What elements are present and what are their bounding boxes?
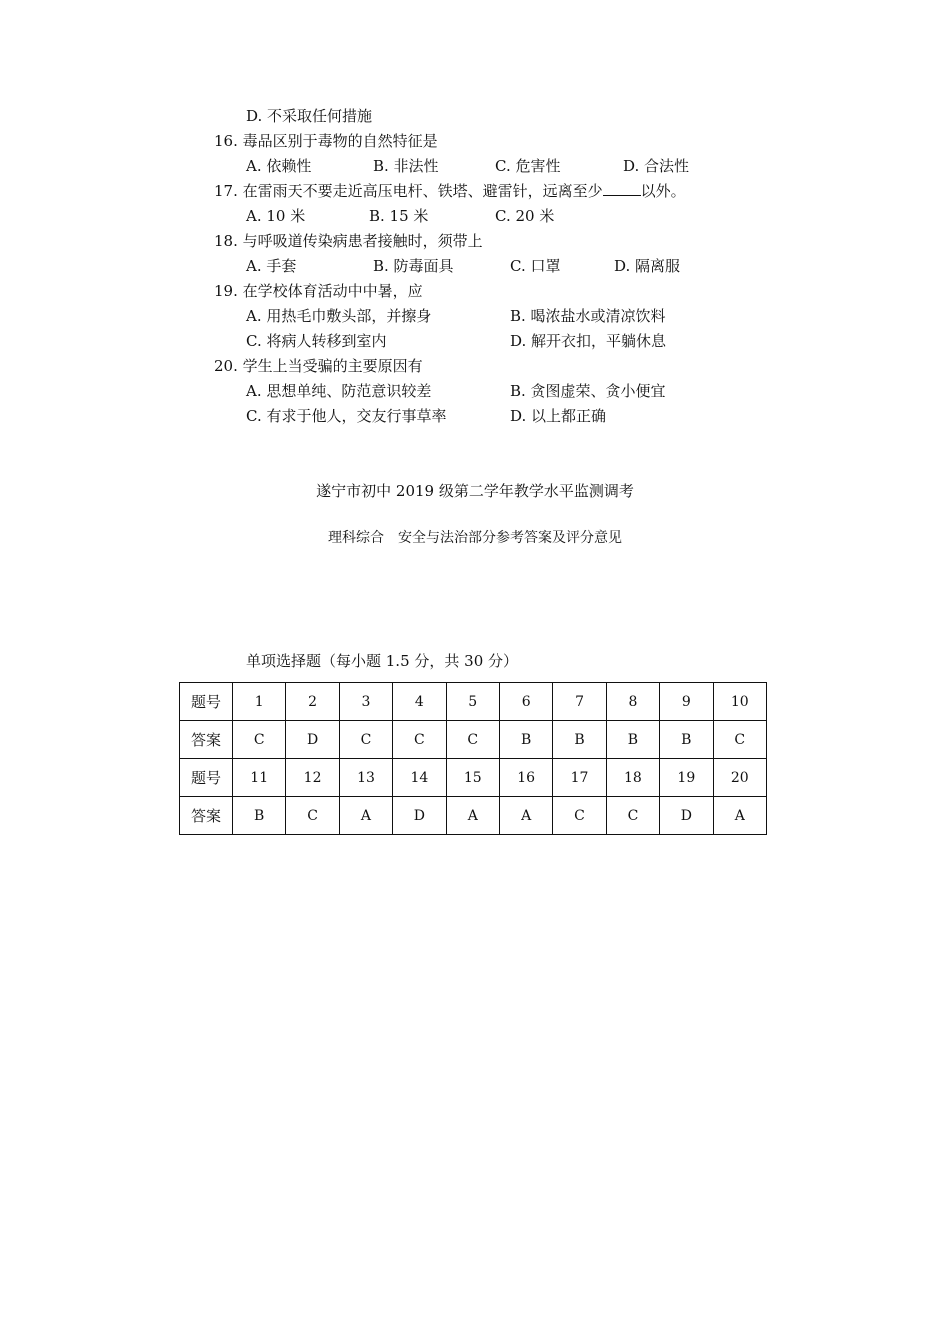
answer-key-title: 遂宁市初中 2019 级第二学年教学水平监测调考 (316, 482, 634, 500)
q20-option-c: C. 有求于他人，交友行事草率 (246, 407, 447, 425)
table-cell: C (713, 721, 766, 759)
q20-option-d: D. 以上都正确 (510, 407, 607, 425)
table-cell: C (553, 797, 606, 835)
table-cell: C (446, 721, 499, 759)
q17-option-b: B. 15 米 (369, 207, 429, 225)
table-cell: B (660, 721, 713, 759)
q17-option-c: C. 20 米 (495, 207, 555, 225)
table-cell: C (339, 721, 392, 759)
q18-stem: 18. 与呼吸道传染病患者接触时，须带上 (214, 232, 483, 250)
row-label-answer: 答案 (180, 797, 233, 835)
q18-option-a: A. 手套 (246, 257, 297, 275)
q19-option-c: C. 将病人转移到室内 (246, 332, 387, 350)
table-cell: A (499, 797, 552, 835)
table-cell: 6 (499, 683, 552, 721)
table-cell: 5 (446, 683, 499, 721)
table-row-numbers-1 (180, 683, 767, 721)
q16-option-d: D. 合法性 (623, 157, 690, 175)
table-cell: A (713, 797, 766, 835)
table-cell: 15 (446, 759, 499, 797)
section-heading: 单项选择题（每小题 1.5 分，共 30 分） (246, 652, 519, 670)
table-row-answers-1 (180, 721, 767, 759)
q20-stem: 20. 学生上当受骗的主要原因有 (214, 357, 423, 375)
answer-key-subtitle: 理科综合 安全与法治部分参考答案及评分意见 (328, 530, 622, 546)
q17-stem-suffix: 以外。 (640, 182, 686, 200)
table-cell: 10 (713, 683, 766, 721)
q20-option-b: B. 贪图虚荣、贪小便宜 (510, 382, 666, 400)
table-cell: B (553, 721, 606, 759)
q17-option-a: A. 10 米 (246, 207, 306, 225)
table-cell: D (286, 721, 339, 759)
q15-option-d: D. 不采取任何措施 (246, 107, 373, 125)
q18-option-c: C. 口罩 (510, 257, 561, 275)
table-cell: B (499, 721, 552, 759)
q18-option-d: D. 隔离服 (614, 257, 681, 275)
table-cell: 2 (286, 683, 339, 721)
q16-option-b: B. 非法性 (373, 157, 439, 175)
row-label-number: 题号 (180, 683, 233, 721)
table-cell: 16 (499, 759, 552, 797)
table-cell: C (286, 797, 339, 835)
table-cell: 18 (606, 759, 659, 797)
q16-stem: 16. 毒品区别于毒物的自然特征是 (214, 132, 438, 150)
row-label-answer: 答案 (180, 721, 233, 759)
q19-option-a: A. 用热毛巾敷头部，并擦身 (246, 307, 432, 325)
table-cell: 11 (233, 759, 286, 797)
table-cell: B (606, 721, 659, 759)
q17-fill-blank (603, 181, 641, 196)
q17-stem (214, 181, 686, 201)
row-label-number: 题号 (180, 759, 233, 797)
table-row-numbers-2 (180, 759, 767, 797)
table-cell: C (233, 721, 286, 759)
q19-stem: 19. 在学校体育活动中中暑，应 (214, 282, 423, 300)
table-cell: C (393, 721, 446, 759)
table-cell: 13 (339, 759, 392, 797)
table-cell: 12 (286, 759, 339, 797)
table-cell: B (233, 797, 286, 835)
table-cell: 14 (393, 759, 446, 797)
table-cell: 20 (713, 759, 766, 797)
table-cell: 19 (660, 759, 713, 797)
answer-table (179, 682, 767, 835)
table-cell: 9 (660, 683, 713, 721)
table-cell: 8 (606, 683, 659, 721)
table-cell: A (339, 797, 392, 835)
q20-option-a: A. 思想单纯、防范意识较差 (246, 382, 432, 400)
table-cell: D (660, 797, 713, 835)
table-cell: A (446, 797, 499, 835)
table-cell: 1 (233, 683, 286, 721)
q16-option-c: C. 危害性 (495, 157, 561, 175)
table-cell: 17 (553, 759, 606, 797)
table-cell: 3 (339, 683, 392, 721)
q19-option-d: D. 解开衣扣，平躺休息 (510, 332, 667, 350)
q17-stem-text: 17. 在雷雨天不要走近高压电杆、铁塔、避雷针，远离至少 (214, 182, 603, 200)
q16-option-a: A. 依赖性 (246, 157, 312, 175)
table-cell: D (393, 797, 446, 835)
table-cell: 7 (553, 683, 606, 721)
table-cell: 4 (393, 683, 446, 721)
q18-option-b: B. 防毒面具 (373, 257, 454, 275)
table-row-answers-2 (180, 797, 767, 835)
q19-option-b: B. 喝浓盐水或清凉饮料 (510, 307, 666, 325)
table-cell: C (606, 797, 659, 835)
